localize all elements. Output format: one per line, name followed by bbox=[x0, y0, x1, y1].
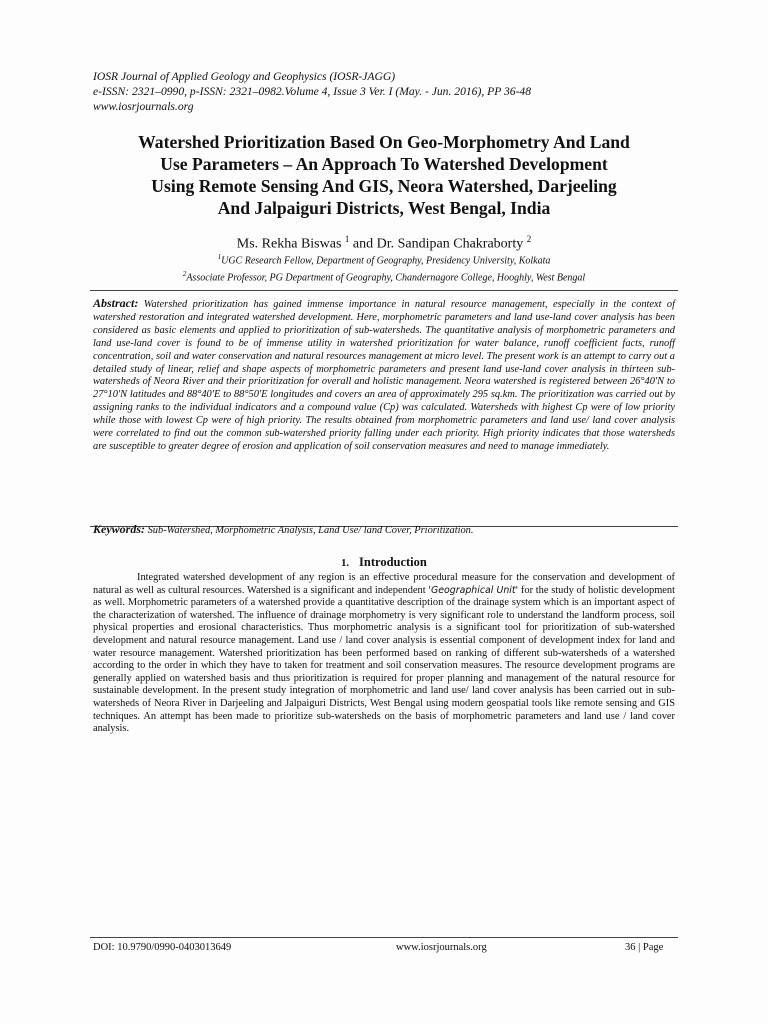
section-heading bbox=[93, 555, 675, 571]
paragraph-text-a: Integrated watershed development of any region is an effective procedural measure for the conservation and development of natural as well as cultural resources. Watershed is a significant and independent bbox=[93, 572, 675, 596]
keywords bbox=[93, 523, 675, 537]
footer-rule bbox=[90, 937, 678, 938]
title-line-3: Using Remote Sensing And GIS, Neora Watershed, Darjeeling bbox=[151, 176, 617, 196]
abstract bbox=[93, 297, 675, 454]
author-2-marker: 2 bbox=[526, 234, 532, 244]
paragraph-text-b: for the study of holistic development as well. Morphometric parameters of a watershed provide a quantitative description of the drainage system which is an important aspect of the characterization of watershed. The influence of drainage morphometry is very significant role to understand the landform process, soil physical properties and erosional characteristics. Thus morphometric analysis is a significant tool for prioritization of sub-watershed development and natural resource management. Land use / land cover analysis is essential component of development index for land and water resource management. Watershed prioritization has been performed based on ranking of different sub-watersheds of a watershed according to the order in which they have to taken for treatment and soil conservation measures. The resource development programs are generally applied on watershed basis and thus prioritization is required for proper planning and management of the natural resource for sustainable development. In the present study integration of morphometric and land use/ land cover analysis has been carried out in sub-watersheds of Neora River in Darjeeling and Jalpaiguri Districts, West Bengal using modern geospatial tools like remote sensing and GIS techniques. An attempt has been made to prioritize sub-watersheds on the basis of morphometric parameters and land use / land cover analysis. bbox=[93, 584, 675, 735]
footer-doi: DOI: 10.9790/0990-0403013649 bbox=[93, 942, 232, 953]
author-connector: and bbox=[352, 236, 374, 252]
affiliations bbox=[93, 251, 675, 285]
footer-page-number: 36 | Page bbox=[625, 942, 664, 953]
keywords-text: Sub-Watershed, Morphometric Analysis, Land Use/ land Cover, Prioritization. bbox=[147, 525, 474, 536]
journal-name: IOSR Journal of Applied Geology and Geophysics (IOSR-JAGG) bbox=[93, 70, 396, 83]
affiliation-2-text: Associate Professor, PG Department of Geography, Chandernagore College, Hooghly, West Bengal bbox=[186, 272, 586, 284]
journal-website: www.iosrjournals.org bbox=[93, 100, 194, 113]
title-line-1: Watershed Prioritization Based On Geo-Morphometry And Land bbox=[138, 132, 630, 152]
title-line-4: And Jalpaiguri Districts, West Bengal, India bbox=[217, 198, 551, 218]
affiliation-1-marker: 1 bbox=[217, 253, 222, 261]
keywords-label: Keywords: bbox=[93, 522, 145, 536]
paper-title bbox=[80, 131, 688, 219]
introduction-body bbox=[93, 572, 675, 736]
affiliation-2-marker: 2 bbox=[182, 269, 187, 278]
abstract-label: Abstract: bbox=[93, 296, 139, 310]
title-line-2: Use Parameters – An Approach To Watershed Development bbox=[160, 154, 608, 174]
author-1-name: Ms. Rekha Biswas bbox=[236, 236, 342, 252]
author-2-name: Dr. Sandipan Chakraborty bbox=[376, 236, 524, 252]
section-title: Introduction bbox=[359, 555, 427, 569]
introduction-paragraph bbox=[93, 572, 675, 736]
journal-header bbox=[93, 69, 693, 114]
geographical-unit-emphasis: 'Geographical Unit' bbox=[428, 584, 519, 596]
affiliation-1-text: UGC Research Fellow, Department of Geography, Presidency University, Kolkata bbox=[221, 255, 551, 267]
affiliation-2 bbox=[93, 268, 675, 285]
affiliation-1 bbox=[93, 251, 675, 268]
abstract-text: Watershed prioritization has gained immense importance in natural resource management, especially in the context of watershed restoration and integrated watershed development. Here, morphometric parameters and land use-land cover analysis has been considered as basic elements and applied to prioritization of sub-watersheds. The quantitative analysis of morphometric parameters and land use-land cover is found to be of immense utility in watershed prioritization for water balance, runoff coefficient facts, runoff concentration, soil and water conservation and natural resources management at micro level. The present work is an attempt to carry out a detailed study of linear, relief and shape aspects of morphometric parameters and present land use-land cover analysis in thirteen sub-watersheds of Neora River and their prioritization for overall and holistic management. Neora watershed is registered between 26°40'N to 27°10'N latitudes and 88°40'E to 88°50'E longitudes and covers an area of approximately 295 sq.km. The prioritization was carried out by assigning ranks to the individual indicators and a compound value (Cp) was calculated. Watersheds with highest Cp were of low priority while those with lowest Cp were of high priority. The results obtained from morphometric parameters and land use/ land cover analysis were correlated to find out the common sub-watershed priority falling under each priority. High priority indicates that those watersheds are susceptible to greater degree of erosion and application of soil conservation measures and need to manage immediately. bbox=[93, 299, 675, 452]
author-1-marker: 1 bbox=[344, 234, 350, 244]
section-number: 1. bbox=[341, 558, 350, 569]
journal-issn-volume: e-ISSN: 2321–0990, p-ISSN: 2321–0982.Volume 4, Issue 3 Ver. I (May. - Jun. 2016), PP 36-48 bbox=[93, 85, 532, 98]
footer-website: www.iosrjournals.org bbox=[396, 942, 487, 953]
